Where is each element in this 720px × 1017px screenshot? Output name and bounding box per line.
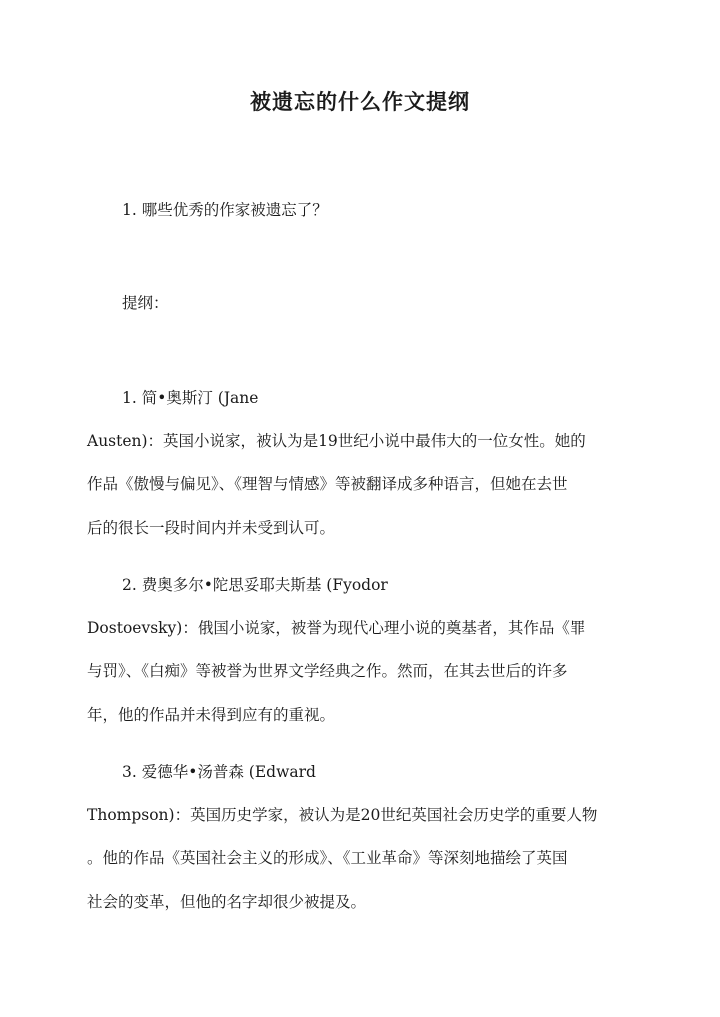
item-3-line-1: Thompson)：英国历史学家，被认为是20世纪英国社会历史学的重要人物 bbox=[87, 806, 598, 824]
item-1-line-1: Austen)：英国小说家，被认为是19世纪小说中最伟大的一位女性。她的 bbox=[87, 432, 586, 450]
question-line: 1. 哪些优秀的作家被遗忘了？ bbox=[122, 201, 328, 219]
item-1-line-3: 后的很长一段时间内并未受到认可。 bbox=[87, 519, 336, 537]
item-3-line-2: 。他的作品《英国社会主义的形成》、《工业革命》等深刻地描绘了英国 bbox=[87, 849, 568, 867]
item-3-heading: 3. 爱德华•汤普森 (Edward bbox=[122, 763, 316, 781]
item-2-heading: 2. 费奥多尔•陀思妥耶夫斯基 (Fyodor bbox=[122, 576, 388, 594]
item-2-line-3: 年，他的作品并未得到应有的重视。 bbox=[87, 706, 336, 724]
item-1-heading: 1. 简•奥斯汀 (Jane bbox=[122, 389, 259, 407]
item-3-line-3: 社会的变革，但他的名字却很少被提及。 bbox=[87, 893, 367, 911]
document-title: 被遗忘的什么作文提纲 bbox=[250, 89, 470, 114]
item-2-line-1: Dostoevsky)：俄国小说家，被誉为现代心理小说的奠基者，其作品《罪 bbox=[87, 619, 586, 637]
outline-label: 提纲： bbox=[122, 294, 169, 312]
item-1-line-2: 作品《傲慢与偏见》、《理智与情感》等被翻译成多种语言，但她在去世 bbox=[87, 475, 568, 493]
item-2-line-2: 与罚》、《白痴》等被誉为世界文学经典之作。然而，在其去世后的许多 bbox=[87, 662, 568, 680]
